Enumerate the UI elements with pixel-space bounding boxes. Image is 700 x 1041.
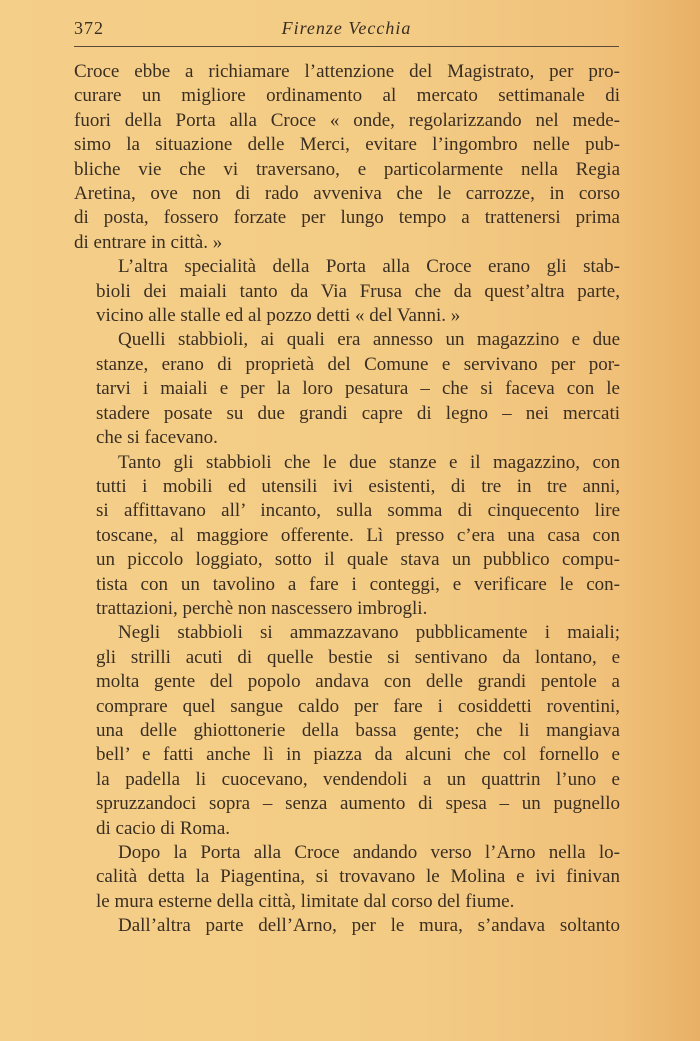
text-line: bioli dei maiali tanto da Via Frusa che da quest’altra parte, <box>96 280 620 302</box>
text-line: Dopo la Porta alla Croce andando verso l’Arno nella lo- <box>118 842 620 863</box>
text-line: di entrare in città. » <box>74 231 223 253</box>
text-line: fuori della Porta alla Croce « onde, regolarizzando nel mede- <box>74 109 620 131</box>
paragraph <box>74 841 620 914</box>
text-line: molta gente del popolo andava con delle grandi pentole a <box>96 671 620 693</box>
text-line: vicino alle stalle ed al pozzo detti « del Vanni. » <box>96 305 461 327</box>
paragraph <box>74 451 620 622</box>
text-line: curare un migliore ordinamento al mercato settimanale di <box>74 85 620 107</box>
paragraph <box>74 914 620 938</box>
text-line: Tanto gli stabbioli che le due stanze e il magazzino, con <box>118 451 620 473</box>
text-line: Aretina, ove non di rado avveniva che le carrozze, in corso <box>74 183 620 205</box>
text-line: L’altra specialità della Porta alla Croce erano gli stab- <box>118 256 620 278</box>
paragraph <box>74 60 620 255</box>
text-line: Croce ebbe a richiamare l’attenzione del Magistrato, per pro- <box>74 61 620 82</box>
text-line: una delle ghiottonerie della bassa gente; che li mangiava <box>96 719 620 741</box>
text-line: tarvi i maiali e per la loro pesatura – che si faceva con le <box>96 378 620 400</box>
text-line: si affittavano all’ incanto, sulla somma di cinquecento lire <box>96 500 620 522</box>
text-line: Quelli stabbioli, ai quali era annesso un magazzino e due <box>118 329 620 351</box>
text-line: bliche vie che vi traversano, e particolarmente nella Regia <box>74 158 620 180</box>
text-line: tutti i mobili ed utensili ivi esistenti, di tre in tre anni, <box>96 475 620 497</box>
text-line: la padella li cuocevano, vendendoli a un quattrin l’uno e <box>96 768 620 790</box>
text-line: di cacio di Roma. <box>96 817 231 839</box>
text-line: stadere posate su due grandi capre di legno – nei mercati <box>96 402 620 424</box>
text-line: spruzzandoci sopra – senza aumento di spesa – un pugnello <box>96 793 620 815</box>
text-line: comprare quel sangue caldo per fare i cosiddetti roventini, <box>96 695 620 717</box>
text-line: gli strilli acuti di quelle bestie si sentivano da lontano, e <box>96 646 620 668</box>
text-line: toscane, al maggiore offerente. Lì presso c’era una casa con <box>96 524 620 546</box>
paragraph <box>74 621 620 841</box>
text-line: simo la situazione delle Merci, evitare l’ingombro nelle pub- <box>74 134 620 156</box>
text-line: tista con un tavolino a fare i conteggi, e verificare le con- <box>96 573 620 595</box>
text-line: stanze, erano di proprietà del Comune e servivano per por- <box>96 353 620 375</box>
page-header <box>74 18 619 42</box>
text-line: un piccolo loggiato, sotto il quale stava un pubblico compu- <box>96 549 620 571</box>
header-rule <box>74 46 619 47</box>
text-line: che si facevano. <box>96 427 218 449</box>
page-number: 372 <box>74 18 104 38</box>
text-line: Dall’altra parte dell’Arno, per le mura, s’andava soltanto <box>118 915 620 937</box>
running-title: Firenze Vecchia <box>281 18 412 38</box>
paragraph <box>74 328 620 450</box>
text-line: di posta, fossero forzate per lungo tempo a trattenersi prima <box>74 207 620 229</box>
body-text <box>74 60 620 939</box>
paragraph <box>74 255 620 328</box>
text-line: le mura esterne della città, limitate dal corso del fiume. <box>96 890 515 912</box>
text-line: Negli stabbioli si ammazzavano pubblicamente i maiali; <box>118 622 620 644</box>
text-line: bell’ e fatti anche lì in piazza da alcuni che col fornello e <box>96 744 620 766</box>
text-line: trattazioni, perchè non nascessero imbrogli. <box>96 597 428 619</box>
text-line: calità detta la Piagentina, si trovavano le Molina e ivi finivan <box>96 866 620 888</box>
